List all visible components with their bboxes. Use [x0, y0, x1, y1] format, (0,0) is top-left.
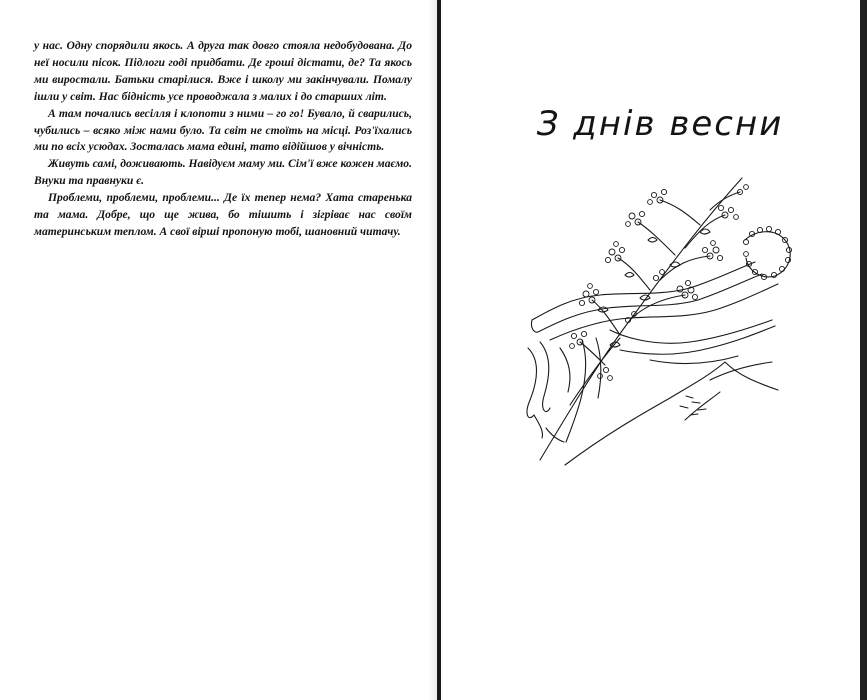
paragraph: А там почались весілля і клопоти з ними – го го! Бувало, й сварились, чубились – всяко між нами було. Та світ не стоїть на місці. Роз'їхались ми по всіх усюдах. Зосталась мама едині, тато відійшов у вічність. — [34, 106, 412, 154]
paragraph: Проблеми, проблеми, проблеми... Де їх тепер нема? Хата старенька та мама. Добре, що ще жива, бо тішить і зігріває нас своїм материнським теплом. А свої вірші пропоную тобі, шановний читачу. — [34, 191, 412, 238]
chapter-title: З днів весни — [536, 104, 784, 144]
gutter-shadow — [428, 0, 437, 700]
paragraph: Живуть самі, доживають. Навідуєм маму ми. Сім'ї вже кожен маємо. Внуки та правнуки є. — [34, 157, 412, 188]
blossom-branch-illustration — [510, 170, 810, 470]
paragraph: у нас. Одну спорядили якось. А друга так довго стояла недобудована. До неї носили пісок. Підлоги годі придбати. Де гроші дістати, де? Та якось ми виростали. Батьки старілися. Вже і школу ми закінчували. Помалу ішли у світ. Нас бідність усе проводжала з малих і до старших літ. — [34, 39, 412, 103]
scan-edge — [860, 0, 867, 700]
prose-text — [34, 38, 412, 241]
